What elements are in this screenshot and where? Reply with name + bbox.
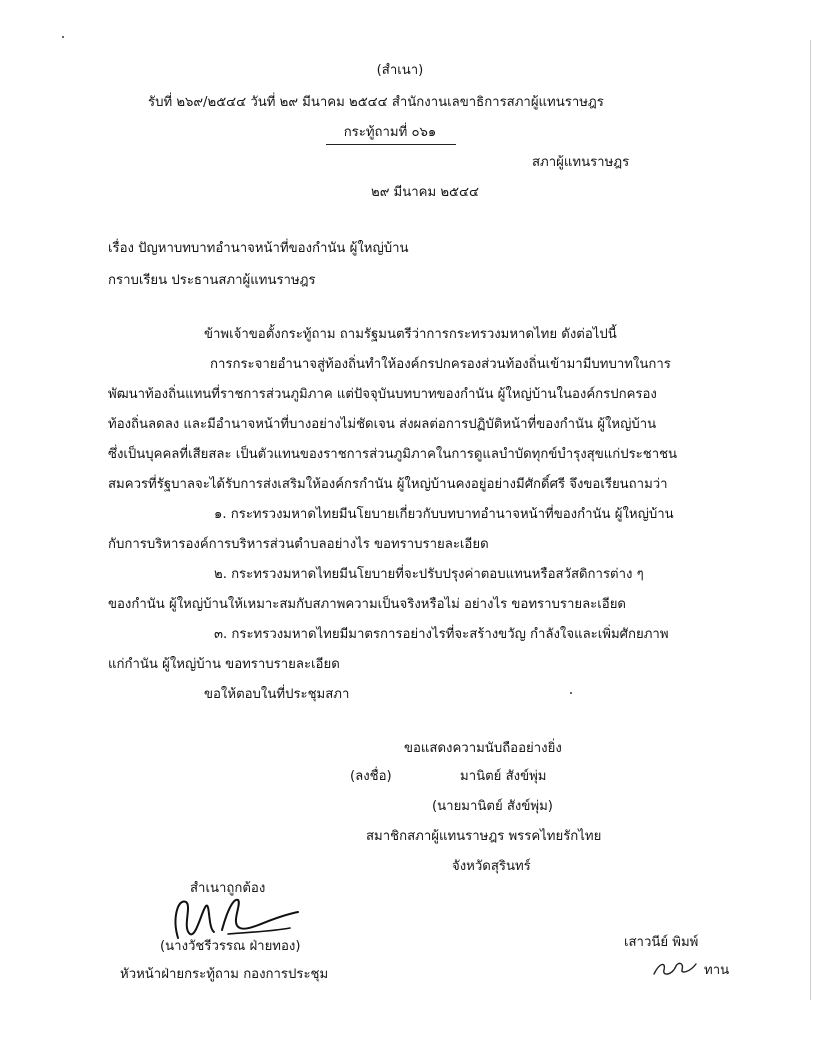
body-para-line: สมควรที่รัฐบาลจะได้รับการส่งเสริมให้องค์กรกำนัน ผู้ใหญ่บ้านคงอยู่อย่างมีศักดิ์ศรี จึงขอเรียนถามว่า	[108, 477, 668, 492]
respect-closing: ขอแสดงความนับถืออย่างยิ่ง	[404, 741, 562, 756]
document-date: ๒๙ มีนาคม ๒๕๔๔	[371, 185, 479, 200]
question-2-line-2: ของกำนัน ผู้ใหญ่บ้านให้เหมาะสมกับสภาพความเป็นจริงหรือไม่ อย่างไร ขอทราบรายละเอียด	[108, 597, 626, 612]
body-para-line: การกระจายอำนาจสู่ท้องถิ่นทำให้องค์กรปกครองส่วนท้องถิ่นเข้ามามีบทบาทในการ	[210, 357, 671, 372]
scan-speck	[570, 692, 572, 694]
question-2-line-1: ๒. กระทรวงมหาดไทยมีนโยบายที่จะปรับปรุงค่าตอบแทนหรือสวัสดิการต่าง ๆ	[214, 567, 644, 582]
scan-speck	[62, 36, 64, 38]
certifier-position: หัวหน้าฝ่ายกระทู้ถาม กองการประชุม	[120, 967, 329, 982]
closing-request: ขอให้ตอบในที่ประชุมสภา	[204, 687, 350, 702]
checker-initials	[650, 956, 700, 980]
body-para-line: ซึ่งเป็นบุคคลที่เสียสละ เป็นตัวแทนของราชการส่วนภูมิภาคในการดูแลบำบัดทุกข์บำรุงสุขแก่ประชาชน	[108, 447, 678, 462]
checker-label: ทาน	[704, 963, 730, 978]
typist-name: เสาวนีย์ พิมพ์	[624, 935, 699, 950]
addressee-line: กราบเรียน ประธานสภาผู้แทนราษฎร	[108, 273, 316, 288]
signed-name: มานิตย์ สังข์พุ่ม	[460, 769, 547, 784]
signed-label: (ลงชื่อ)	[350, 769, 392, 784]
copy-label: (สำเนา)	[376, 63, 424, 78]
body-para-line: ท้องถิ่นลดลง และมีอำนาจหน้าที่บางอย่างไม่ชัดเจน ส่งผลต่อการปฏิบัติหน้าที่ของกำนัน ผู้ใหญ่บ้าน	[108, 417, 657, 432]
question-3-line-1: ๓. กระทรวงมหาดไทยมีมาตรการอย่างไรที่จะสร้างขวัญ กำลังใจและเพิ่มศักยภาพ	[214, 627, 669, 642]
body-intro: ข้าพเจ้าขอตั้งกระทู้ถาม ถามรัฐมนตรีว่าการกระทรวงมหาดไทย ดังต่อไปนี้	[204, 327, 617, 342]
member-position: สมาชิกสภาผู้แทนราษฎร พรรคไทยรักไทย	[366, 829, 602, 844]
question-1-line-2: กับการบริหารองค์การบริหารส่วนตำบลอย่างไร ขอทราบรายละเอียด	[108, 537, 489, 552]
member-province: จังหวัดสุรินทร์	[452, 859, 531, 874]
certifier-name: (นางวัชรีวรรณ ฝ่ายทอง)	[160, 939, 301, 954]
question-number: กระทู้ถามที่ ๐๖๑	[343, 125, 437, 140]
printed-name: (นายมานิตย์ สังข์พุ่ม)	[432, 799, 553, 814]
receipt-line: รับที่ ๒๖๙/๒๕๔๔ วันที่ ๒๙ มีนาคม ๒๕๔๔ สำนักงานเลขาธิการสภาผู้แทนราษฎร	[148, 95, 604, 110]
scan-edge-line	[810, 40, 811, 1000]
question-number-underline	[326, 144, 456, 145]
certified-copy-label: สำเนาถูกต้อง	[190, 881, 266, 896]
body-para-line: พัฒนาท้องถิ่นแทนที่ราชการส่วนภูมิภาค แต่ปัจจุบันบทบาทของกำนัน ผู้ใหญ่บ้านในองค์กรปกครอง	[108, 387, 657, 402]
office-name: สภาผู้แทนราษฎร	[532, 155, 630, 170]
subject-line: เรื่อง ปัญหาบทบาทอำนาจหน้าที่ของกำนัน ผู้ใหญ่บ้าน	[108, 241, 409, 256]
question-1-line-1: ๑. กระทรวงมหาดไทยมีนโยบายเกี่ยวกับบทบาทอำนาจหน้าที่ของกำนัน ผู้ใหญ่บ้าน	[214, 507, 674, 522]
question-3-line-2: แก่กำนัน ผู้ใหญ่บ้าน ขอทราบรายละเอียด	[108, 657, 340, 672]
